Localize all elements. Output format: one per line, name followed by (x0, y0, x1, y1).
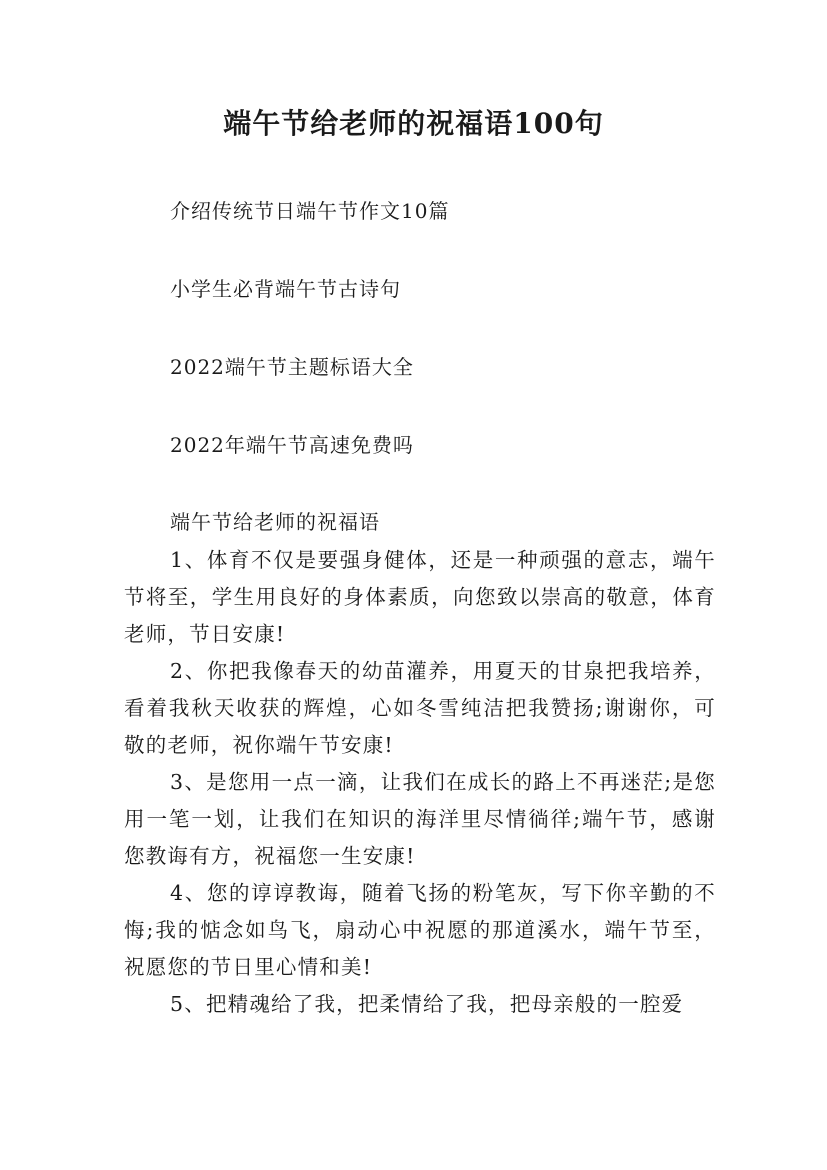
section-heading: 端午节给老师的祝福语 (170, 510, 380, 534)
related-article-link[interactable]: 小学生必背端午节古诗句 (170, 277, 401, 301)
blessing-paragraph: 1、体育不仅是要强身健体，还是一种顽强的意志，端午节将至，学生用良好的身体素质，向您致以崇高的敬意，体育老师，节日安康! (124, 548, 716, 646)
article-body (124, 542, 716, 1023)
blessing-paragraph: 4、您的谆谆教诲，随着飞扬的粉笔灰，写下你辛勤的不悔;我的惦念如鸟飞，扇动心中祝愿的那道溪水，端午节至，祝愿您的节日里心情和美! (124, 881, 716, 979)
related-article-link[interactable]: 2022年端午节高速免费吗 (170, 433, 414, 457)
blessing-paragraph: 3、是您用一点一滴，让我们在成长的路上不再迷茫;是您用一笔一划，让我们在知识的海洋里尽情徜徉;端午节，感谢您教诲有方，祝福您一生安康! (124, 770, 716, 868)
related-article-link[interactable]: 2022端午节主题标语大全 (170, 355, 414, 379)
related-article-link[interactable]: 介绍传统节日端午节作文10篇 (170, 199, 450, 223)
document-title: 端午节给老师的祝福语100句 (223, 107, 604, 140)
blessing-paragraph: 5、把精魂给了我，把柔情给了我，把母亲般的一腔爱 (170, 992, 684, 1016)
blessing-paragraph: 2、你把我像春天的幼苗灌养，用夏天的甘泉把我培养，看着我秋天收获的辉煌，心如冬雪纯洁把我赞扬;谢谢你，可敬的老师，祝你端午节安康! (124, 659, 716, 757)
